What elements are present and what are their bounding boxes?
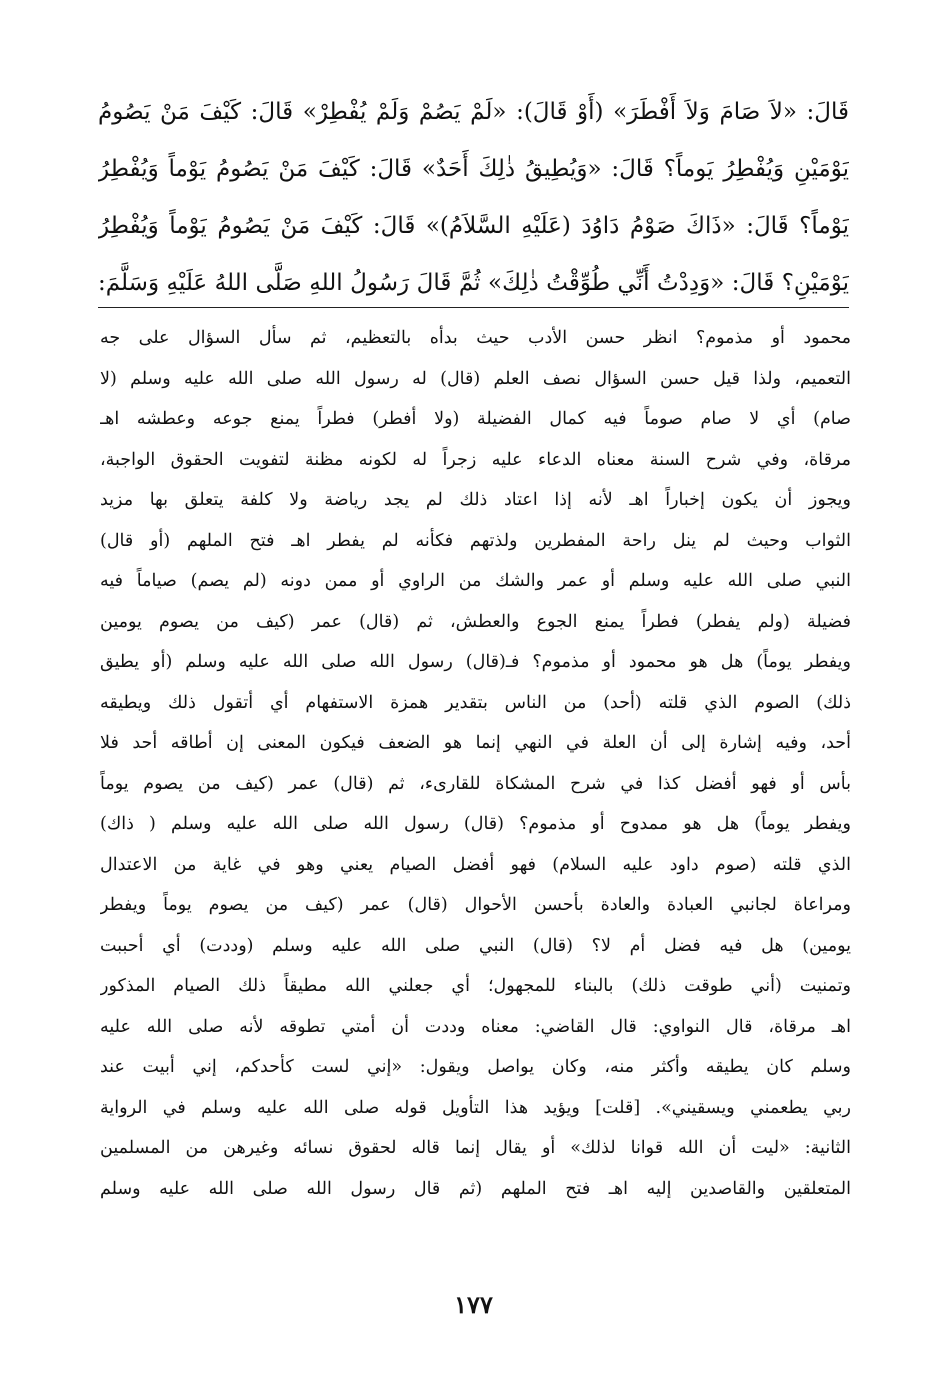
commentary-line: التعميم، ولذا قيل حسن السؤال نصف العلم (قال) له رسول الله صلى الله عليه وسلم (لا: [100, 368, 851, 389]
hadith-text: [98, 84, 849, 312]
commentary-line: ومراعاة لجانبي العبادة والعادة بأحسن الأحوال (قال) عمر (كيف من يصوم يوماً ويفطر: [100, 895, 851, 915]
commentary-line: ويفطر يوماً) هل هو محمود أو مذموم؟ فـ(قال) رسول الله صلى الله عليه وسلم (أو يطيق: [100, 652, 851, 672]
commentary-line: فضيلة (ولم يفطر) فطراً يمنع الجوع والعطش، ثم (قال) عمر (كيف من يصوم يومين: [100, 611, 851, 632]
commentary-line: الثواب وحيث لم ينل راحة المفطرين ولذتهم فكأنه لم يفطر اهـ فتح الملهم (أو قال): [100, 530, 851, 551]
commentary-line: الثانية: «ليت أن الله قوانا لذلك» أو يقال إنما قاله لحقوق نسائه وغيرهن من المسلمين: [100, 1138, 851, 1158]
commentary-line: يومين) هل فيه فضل أم لا؟ (قال) النبي صلى الله عليه وسلم (وددت) أي أحببت: [100, 935, 851, 956]
hadith-line: يَوْماً؟ قَالَ: «ذَاكَ صَوْمُ دَاوُدَ (عَلَيْهِ السَّلاَمُ)» قَالَ: كَيْفَ مَنْ يَصُومُ يَوْماً وَيُفْطِرُ: [98, 213, 849, 239]
section-divider: [98, 307, 849, 308]
commentary-line: بأس أو فهو أفضل كذا في شرح المشكاة للقارىء، ثم (قال) عمر (كيف من يصوم يوماً: [100, 773, 851, 794]
commentary-line: الذي قلته (صوم داود عليه السلام) فهو أفضل الصيام يعني وهو في غاية من الاعتدال: [100, 854, 851, 875]
hadith-line: قَالَ: «لاَ صَامَ وَلاَ أَفْطَرَ» (أَوْ قَالَ): «لَمْ يَصُمْ وَلَمْ يُفْطِرْ» قَالَ: كَيْفَ مَنْ يَصُومُ: [98, 99, 849, 125]
commentary-line: النبي صلى الله عليه وسلم أو عمر والشك من الراوي أو ممن دونه (لم يصم) صياماً فيه: [100, 571, 851, 591]
commentary-line: اهـ مرقاة، قال النواوي: قال القاضي: معناه وددت أن أمتي تطوقه لأنه صلى الله عليه: [100, 1016, 851, 1037]
commentary-line: ويفطر يوماً) هل هو ممدوح أو مذموم؟ (قال) رسول الله صلى الله عليه وسلم ( ذاك): [100, 814, 851, 834]
hadith-line: يَوْمَيْنِ؟ قَالَ: «وَدِدْتُ أَنِّي طُوِّقْتُ ذٰلِكَ» ثُمَّ قَالَ رَسُولُ اللهِ صَلَّى اللهُ عَلَيْهِ وَسَلَّمَ:: [98, 270, 849, 296]
commentary-line: محمود أو مذموم؟ انظر حسن الأدب حيث بدأه بالتعظيم، ثم سأل السؤال على جه: [100, 328, 851, 348]
commentary-line: ربي يطعمني ويسقيني». [قلت] ويؤيد هذا التأويل قوله صلى الله عليه وسلم في الرواية: [100, 1097, 851, 1118]
commentary-line: مرقاة، وفي شرح السنة معناه الدعاء عليه زجراً له لكونه مظنة لتفويت الحقوق الواجبة،: [100, 449, 851, 470]
commentary-line: ويجوز أن يكون إخباراً اهـ لأنه إذا اعتاد ذلك لم يجد رياضة ولا كلفة يتعلق بها مزيد: [100, 490, 851, 510]
commentary-line: المتعلقين والقاصدين إليه اهـ فتح الملهم (ثم قال رسول الله صلى الله عليه وسلم: [100, 1178, 851, 1199]
commentary-line: وسلم كان يطيقه وأكثر منه، وكان يواصل ويقول: «إني لست كأحدكم، إني أبيت عند: [100, 1057, 851, 1077]
commentary-line: أحد، وفيه إشارة إلى أن العلة في النهي إنما هو الضعف فيكون المعنى إن أطاقه أحد فلا: [100, 733, 851, 753]
page-number: ١٧٧: [454, 1290, 493, 1319]
commentary-line: صام) أي لا صام صوماً فيه كمال الفضيلة (ولا أفطر) فطراً يمنع جوعه وعطشه اهـ: [100, 409, 851, 429]
commentary-line: ذلك) الصوم الذي قلته (أحد) من الناس بتقدير همزة الاستفهام أي أتقول ذلك ويطيقه: [100, 692, 851, 713]
hadith-line: يَوْمَيْنِ وَيُفْطِرُ يَوماً؟ قَالَ: «وَيُطِيقُ ذٰلِكَ أَحَدٌ» قَالَ: كَيْفَ مَنْ يَصُومُ يَوْماً وَيُفْطِرُ: [98, 156, 849, 182]
commentary-line: وتمنيت (أني طوقت ذلك) بالبناء للمجهول؛ أي جعلني الله مطيقاً ذلك الصيام المذكور: [100, 976, 851, 996]
commentary-text: [100, 318, 851, 1209]
